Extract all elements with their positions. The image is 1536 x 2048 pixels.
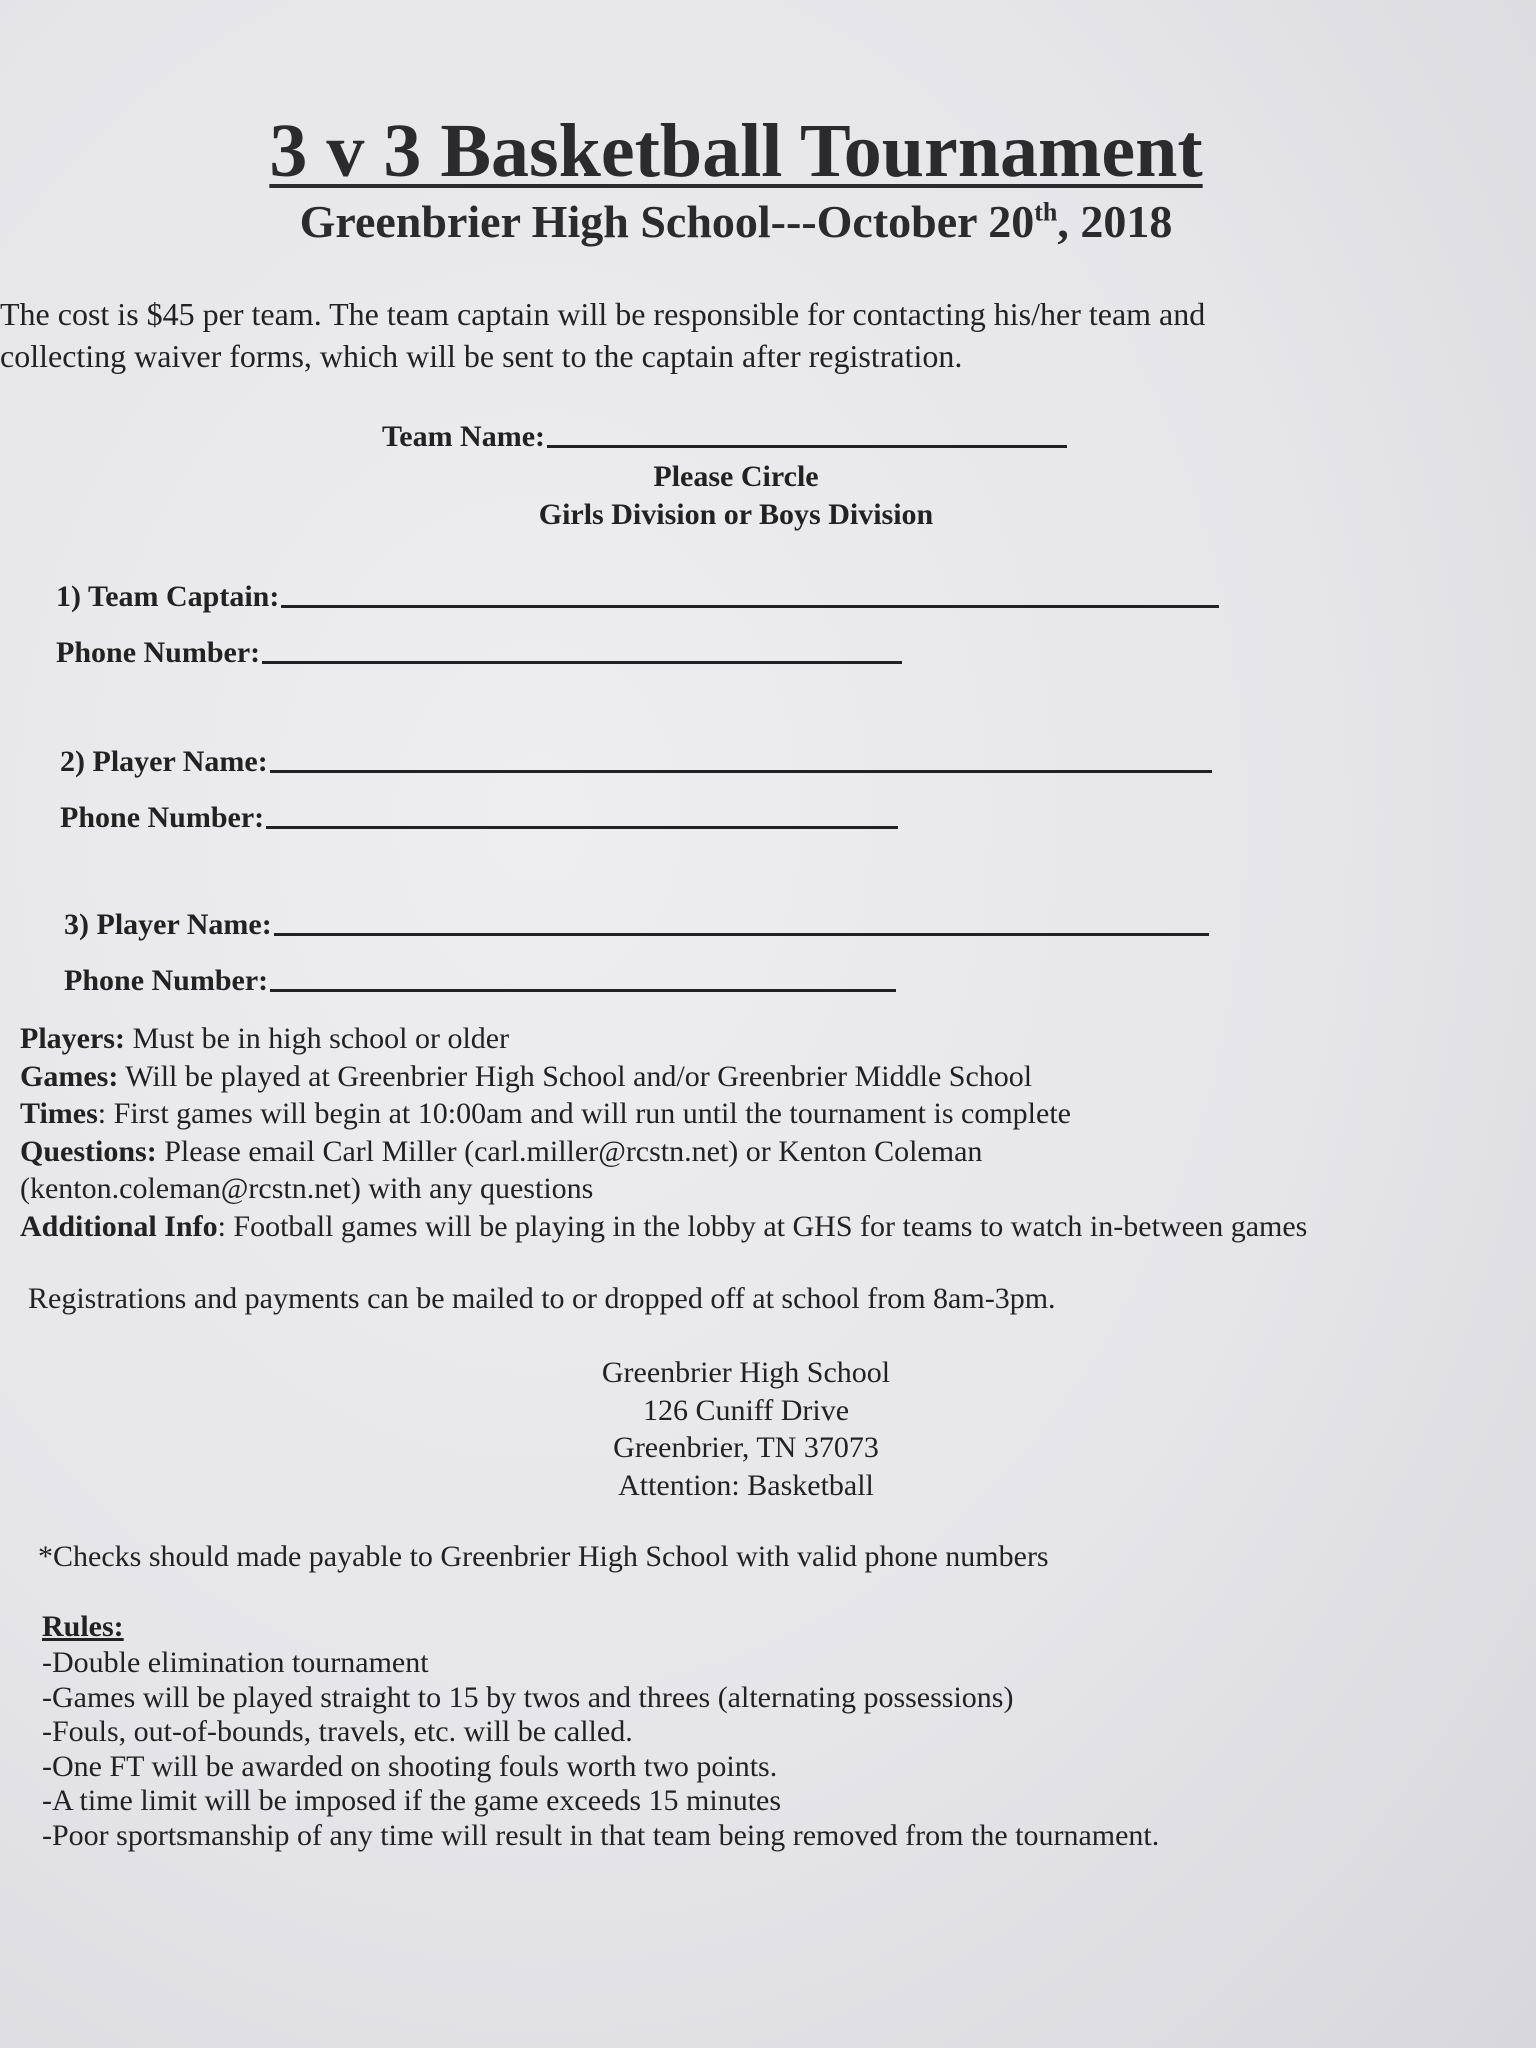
player-2-name-label: 2) Player Name:: [60, 745, 268, 778]
captain-phone-line[interactable]: [262, 661, 902, 664]
questions-info-text: Please email Carl Miller (carl.miller@rcstn.net) or Kenton Coleman: [156, 1134, 983, 1168]
rule-item: -A time limit will be imposed if the game exceeds 15 minutes: [42, 1784, 782, 1817]
players-info-text: Must be in high school or older: [124, 1022, 510, 1055]
times-info-label: Times: [20, 1097, 98, 1130]
captain-phone-label: Phone Number:: [56, 636, 261, 669]
team-captain-field[interactable]: [56, 580, 1219, 614]
additional-info: [20, 1208, 1520, 1246]
rule-item: -Games will be played straight to 15 by twos and threes (alternating possessions): [42, 1680, 1014, 1714]
games-info: [20, 1058, 1520, 1096]
players-info: [20, 1020, 1520, 1058]
additional-info-text: : Football games will be playing in the lobby at GHS for teams to watch in-between games: [217, 1209, 1308, 1243]
team-captain-label: 1) Team Captain:: [56, 580, 280, 613]
document-title: 3 v 3 Basketball Tournament: [269, 109, 1203, 193]
address-line-1: Greenbrier High School: [601, 1356, 891, 1389]
player-2-name-line[interactable]: [270, 770, 1212, 773]
rules-list: [42, 1646, 1159, 1853]
rule-item: -Poor sportsmanship of any time will result in that team being removed from the tournament.: [42, 1818, 1160, 1852]
player-3-phone-line[interactable]: [270, 989, 896, 992]
players-info-label: Players:: [20, 1022, 125, 1055]
questions-info: [20, 1133, 1520, 1171]
times-info-text: : First games will begin at 10:00am and will run until the tournament is complete: [97, 1097, 1071, 1130]
address-line-3: Greenbrier, TN 37073: [613, 1431, 879, 1464]
team-name-label: Team Name:: [382, 420, 546, 453]
mailing-address: [0, 1354, 1492, 1504]
subtitle-ordinal: th: [1034, 197, 1058, 227]
player-3-name-field[interactable]: [64, 908, 1209, 942]
rule-item: -Fouls, out-of-bounds, travels, etc. will be called.: [42, 1715, 633, 1748]
player-3-name-line[interactable]: [274, 933, 1209, 936]
additional-info-label: Additional Info: [20, 1209, 218, 1243]
document-subtitle: [0, 195, 1472, 248]
subtitle-text: Greenbrier High School---October 20: [299, 196, 1035, 247]
intro-line-1: The cost is $45 per team. The team captain will be responsible for contacting his/her team and: [0, 296, 1206, 332]
captain-phone-field[interactable]: [56, 636, 902, 670]
rule-item: -One FT will be awarded on shooting fouls worth two points.: [42, 1749, 778, 1783]
times-info: [20, 1095, 1520, 1133]
team-captain-line[interactable]: [281, 605, 1219, 608]
questions-info-continued: (kenton.coleman@rcstn.net) with any questions: [20, 1172, 594, 1205]
player-3-phone-field[interactable]: [64, 964, 896, 998]
player-3-name-label: 3) Player Name:: [64, 908, 272, 941]
checks-note: *Checks should made payable to Greenbrier High School with valid phone numbers: [38, 1540, 1049, 1573]
rule-item: -Double elimination tournament: [42, 1646, 429, 1679]
player-2-phone-line[interactable]: [266, 826, 898, 829]
player-3-phone-label: Phone Number:: [64, 964, 269, 997]
address-line-2: 126 Cuniff Drive: [642, 1393, 850, 1427]
address-line-4: Attention: Basketball: [618, 1468, 874, 1502]
division-instruction: Please Circle: [653, 460, 819, 493]
intro-paragraph: [0, 293, 1480, 377]
player-2-phone-field[interactable]: [60, 801, 898, 835]
registration-note: Registrations and payments can be mailed to or dropped off at school from 8am-3pm.: [28, 1282, 1056, 1315]
games-info-label: Games:: [20, 1059, 119, 1093]
player-2-name-field[interactable]: [60, 745, 1212, 779]
subtitle-year: , 2018: [1057, 196, 1173, 247]
team-name-line[interactable]: [547, 445, 1067, 448]
questions-info-label: Questions:: [20, 1134, 157, 1168]
team-name-field[interactable]: [382, 420, 1067, 454]
intro-line-2: collecting waiver forms, which will be sent to the captain after registration.: [0, 338, 963, 374]
player-2-phone-label: Phone Number:: [60, 801, 265, 834]
division-options[interactable]: Girls Division or Boys Division: [538, 498, 934, 531]
tournament-info: [20, 1020, 1520, 1245]
rules-heading: Rules:: [42, 1610, 124, 1643]
games-info-text: Will be played at Greenbrier High School and/or Greenbrier Middle School: [118, 1059, 1033, 1093]
